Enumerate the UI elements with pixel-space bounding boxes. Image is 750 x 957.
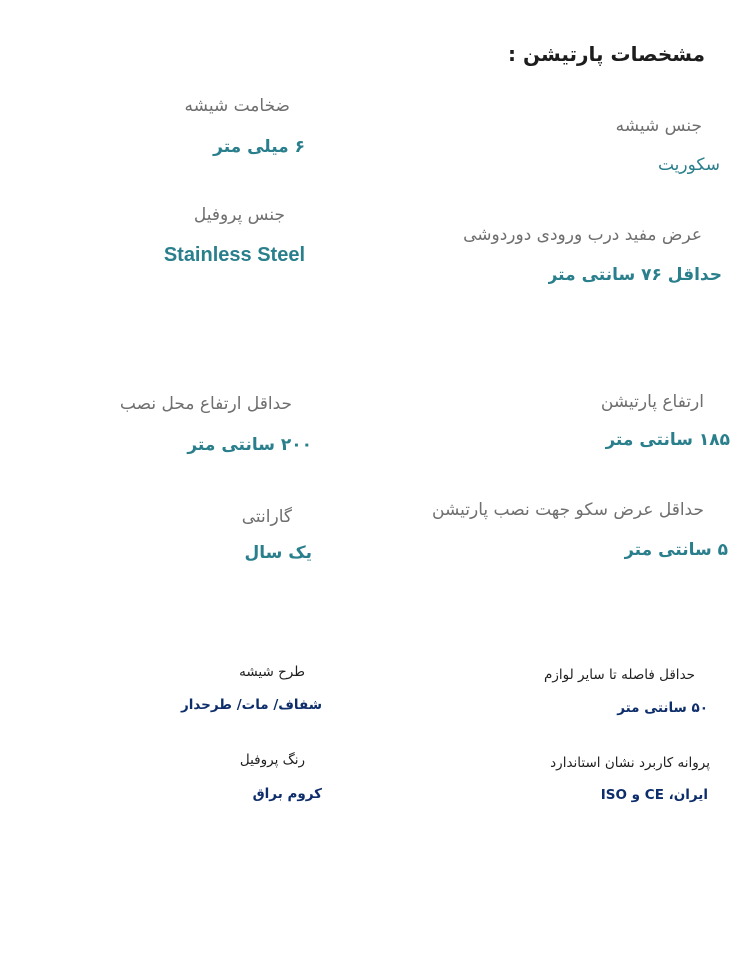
partition-height-label: ارتفاع پارتیشن bbox=[600, 392, 704, 412]
profile-material-value: Stainless Steel bbox=[163, 244, 305, 266]
glass-design-label: طرح شیشه bbox=[239, 664, 305, 680]
standard-license-label: پروانه کاربرد نشان استاندارد bbox=[550, 755, 710, 771]
glass-type-value: سکوریت bbox=[657, 155, 720, 175]
min-distance-label: حداقل فاصله تا سایر لوازم bbox=[544, 667, 695, 683]
min-distance-value: ۵۰ سانتی متر bbox=[617, 700, 708, 716]
min-install-height-label: حداقل ارتفاع محل نصب bbox=[119, 394, 292, 414]
glass-design-value: شفاف/ مات/ طرحدار bbox=[180, 697, 322, 713]
standard-license-value: ایران، CE و ISO bbox=[600, 787, 708, 803]
entry-width-value: حداقل ۷۶ سانتی متر bbox=[547, 265, 722, 285]
min-platform-width-value: ۵ سانتی متر bbox=[624, 540, 728, 560]
page-title: مشخصات پارتیشن : bbox=[508, 42, 705, 66]
min-install-height-value: ۲۰۰ سانتی متر bbox=[187, 435, 312, 455]
partition-height-value: ۱۸۵ سانتی متر bbox=[605, 430, 730, 450]
entry-width-label: عرض مفید درب ورودی دوردوشی bbox=[463, 225, 702, 245]
warranty-label: گارانتی bbox=[241, 507, 292, 527]
glass-type-label: جنس شیشه bbox=[615, 116, 702, 136]
warranty-value: یک سال bbox=[244, 543, 312, 563]
profile-material-label: جنس پروفیل bbox=[193, 205, 285, 225]
glass-thickness-label: ضخامت شیشه bbox=[184, 96, 290, 116]
profile-color-label: رنگ پروفیل bbox=[239, 752, 305, 768]
min-platform-width-label: حداقل عرض سکو جهت نصب پارتیشن bbox=[432, 500, 704, 520]
profile-color-value: کروم براق bbox=[252, 786, 322, 802]
glass-thickness-value: ۶ میلی متر bbox=[213, 137, 305, 157]
